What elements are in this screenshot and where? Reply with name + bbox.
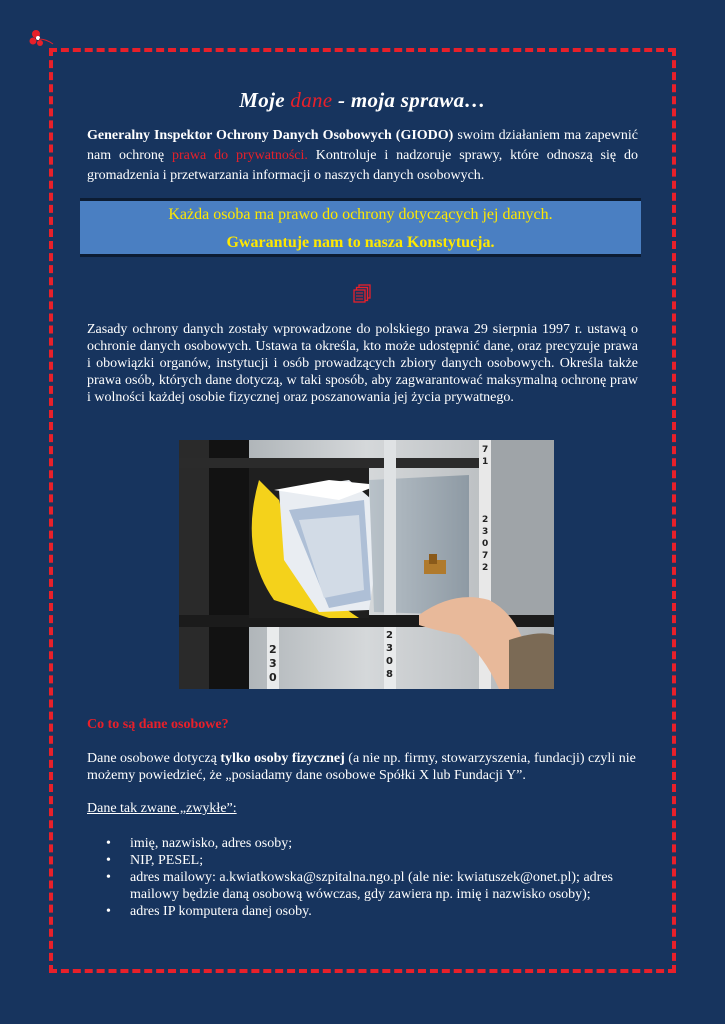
list-item: • NIP, PESEL; [87, 852, 638, 869]
page-title [0, 88, 725, 113]
banner-line-2: Gwarantuje nam to nasza Konstytucja. [226, 234, 495, 251]
section-heading: Co to są dane osobowe? [87, 717, 229, 732]
photo-label: 3 [386, 643, 393, 654]
personal-data-bold: tylko osoby fizycznej [220, 751, 345, 766]
photo-label: 2 [482, 563, 489, 573]
mailbox-photo-illustration [179, 440, 554, 689]
flower-logo-icon [28, 28, 54, 50]
intro-paragraph [87, 126, 638, 186]
title-highlight: dane [290, 88, 333, 112]
intro-text-2: Kontroluje i nadzoruje sprawy, które odnoszą się do gromadzenia i przetwarzania informacji o naszych danych osobowych. [87, 148, 638, 183]
list-item: • imię, nazwisko, adres osoby; [87, 835, 638, 852]
personal-data-paragraph [87, 750, 638, 784]
photo-label: 7 [482, 445, 489, 455]
photo-label: 3 [269, 657, 277, 670]
title-part-1: Moje [239, 88, 285, 112]
photo-label: 2 [386, 630, 393, 641]
ordinary-data-list [87, 835, 638, 920]
photo-label: 0 [482, 539, 489, 549]
photo-label: 0 [269, 671, 277, 684]
photo-label: 8 [386, 669, 393, 680]
intro-text-1: swoim działaniem ma zapewnić nam ochronę [87, 128, 638, 163]
intro-highlight: prawa do prywatności. [171, 148, 308, 163]
document-stack-icon [352, 283, 372, 303]
mailbox-photo [179, 440, 554, 689]
title-part-3: - moja sprawa… [337, 88, 486, 112]
list-item: • adres IP komputera danej osoby. [87, 903, 638, 920]
constitution-banner [80, 198, 641, 257]
photo-label: 7 [482, 551, 489, 561]
personal-data-text-1: Dane osobowe dotyczą [87, 751, 221, 766]
law-paragraph: Zasady ochrony danych zostały wprowadzone do polskiego prawa 29 sierpnia 1997 r. ustawą o ochronie danych osobowych. Ustawa ta określa, kto może udostępnić dane, oraz precyzuje prawa i obowiązki organów, instytucji i osób prowadzących zbiory danych osobowych. Określa także prawa osób, których dane dotyczą, w taki sposób, aby zagwarantować maksymalną ochronę praw i wolności każdej osobie fizycznej oraz poszanowania jej życia prywatnego. [87, 322, 638, 405]
personal-data-text-2: (a nie np. firmy, stowarzyszenia, fundacji) czyli nie możemy powiedzieć, że „posiadamy dane osobowe Spółki X lub Fundacji Y”. [87, 751, 636, 783]
photo-label: 3 [482, 527, 489, 537]
banner-line-1: Każda osoba ma prawo do ochrony dotyczących jej danych. [168, 206, 553, 223]
intro-org-name: Generalny Inspektor Ochrony Danych Osobowych (GIODO) [87, 128, 454, 143]
photo-label: 1 [482, 457, 489, 467]
ordinary-data-heading: Dane tak zwane „zwykłe”: [87, 801, 237, 816]
photo-label: 2 [269, 643, 277, 656]
list-item: • adres mailowy: a.kwiatkowska@szpitalna.ngo.pl (ale nie: kwiatuszek@onet.pl); adres mailowy będzie daną osobową wówczas, gdy zawiera np. imię i nazwisko osoby); [87, 869, 638, 903]
photo-label: 2 [482, 515, 489, 525]
photo-label: 0 [386, 656, 393, 667]
